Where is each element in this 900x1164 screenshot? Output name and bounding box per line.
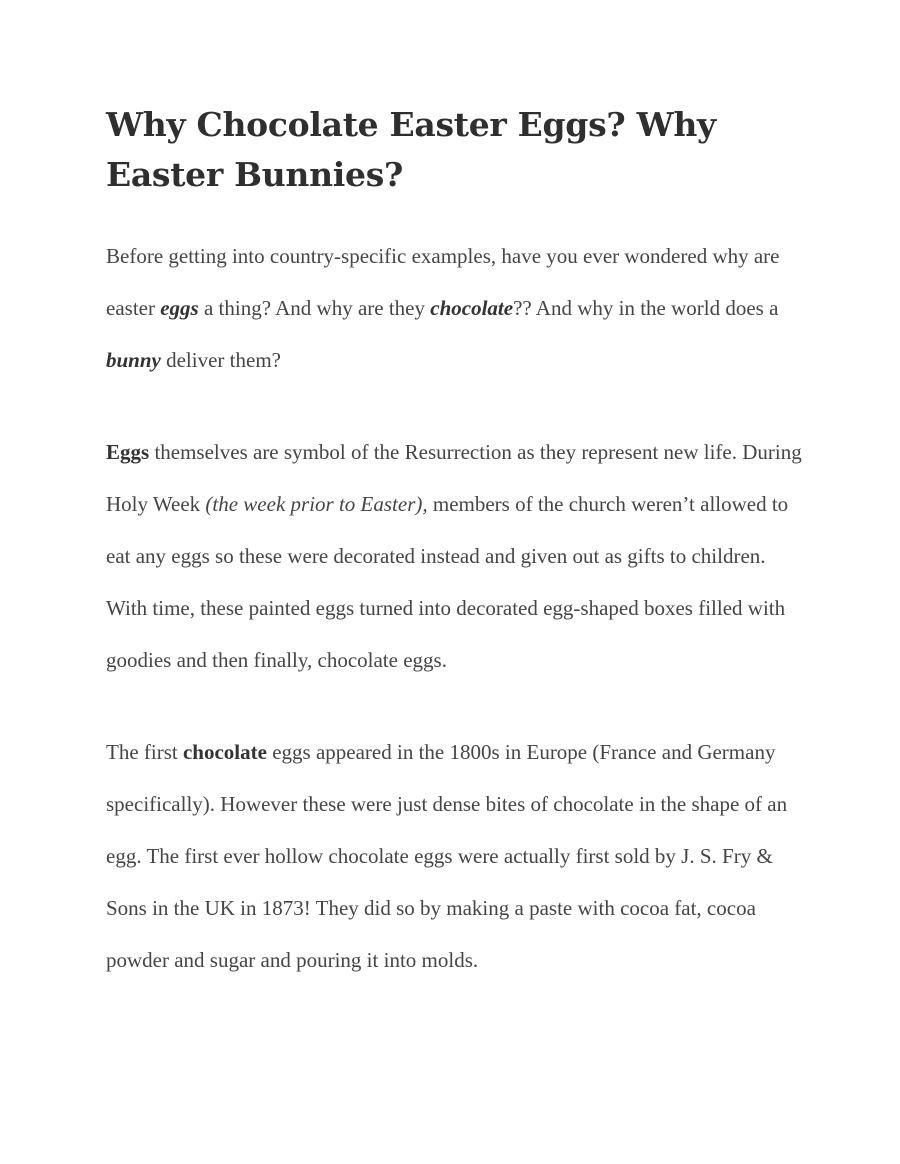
eggs-bold-lead: Eggs <box>106 440 150 464</box>
intro-text-1: Before getting into country-specific examples, have you ever wondered why are easter <box>106 244 780 320</box>
intro-emphasis-chocolate: chocolate <box>430 296 514 320</box>
eggs-text-1: themselves are symbol of the Resurrection as they represent new life. During Holy Week <box>106 440 802 516</box>
intro-emphasis-eggs: eggs <box>160 296 199 320</box>
history-text-1: The first <box>106 740 183 764</box>
intro-text-2: a thing? And why are they <box>198 296 431 320</box>
history-bold-chocolate: chocolate <box>182 740 267 764</box>
eggs-italic-note: (the week prior to Easter), <box>205 492 428 516</box>
intro-emphasis-bunny: bunny <box>106 348 161 372</box>
paragraph-eggs <box>106 426 806 686</box>
article <box>106 100 806 1026</box>
history-text-2: eggs appeared in the 1800s in Europe (France and Germany specifically). However these were just dense bites of chocolate in the shape of an egg. The first ever hollow chocolate eggs were actually first sold by J. S. Fry & Sons in the UK in 1873! They did so by making a paste with cocoa fat, cocoa powder and sugar and pouring it into molds. <box>106 740 788 972</box>
paragraph-history <box>106 726 806 986</box>
paragraph-intro <box>106 230 806 386</box>
article-title: Why Chocolate Easter Eggs? Why Easter Bunnies? <box>106 105 716 194</box>
intro-text-4: deliver them? <box>160 348 281 372</box>
intro-text-3: ?? And why in the world does a <box>513 296 779 320</box>
eggs-text-2: members of the church weren’t allowed to eat any eggs so these were decorated instead and given out as gifts to children. With time, these painted eggs turned into decorated egg-shaped boxes filled with goodies and then finally, chocolate eggs. <box>106 492 789 672</box>
